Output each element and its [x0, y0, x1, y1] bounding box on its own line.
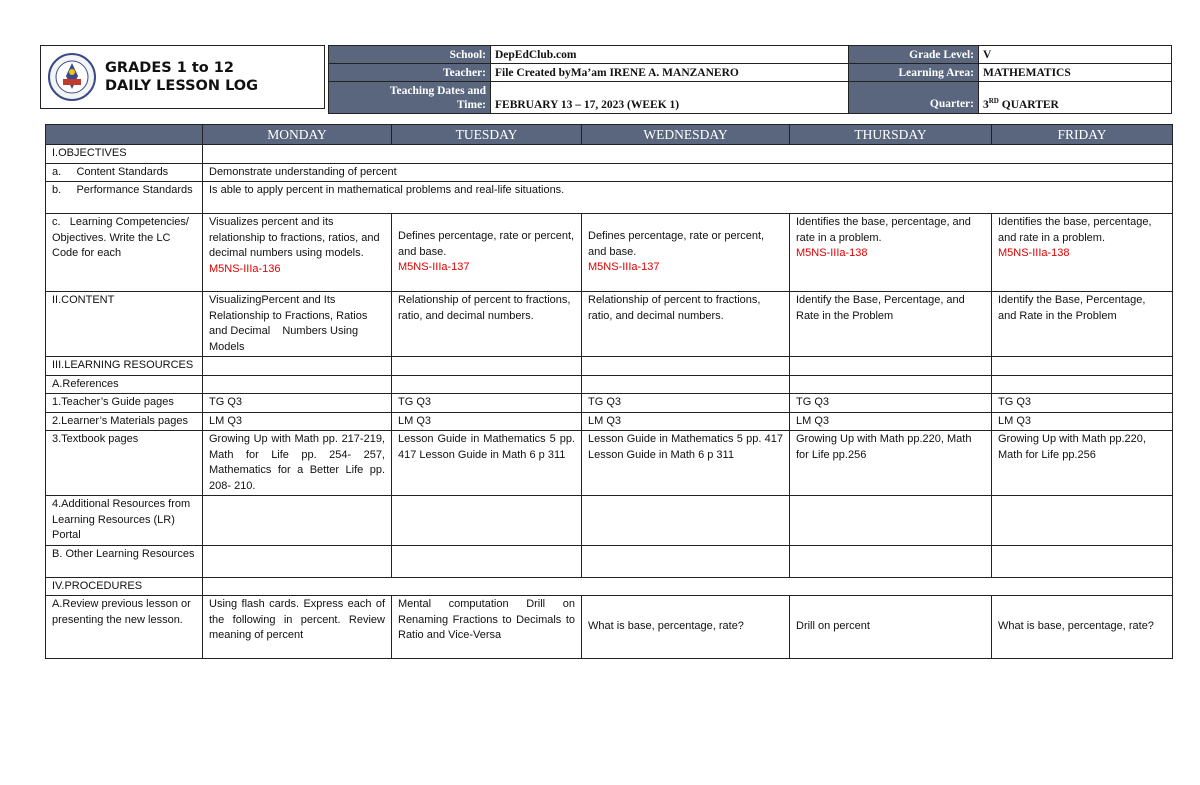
- additional-resources-label: 4.Additional Resources from Learning Resources (LR) Portal: [46, 496, 203, 546]
- day-wednesday: WEDNESDAY: [582, 125, 790, 145]
- references-row: [46, 375, 1173, 394]
- content-standards-row: [46, 163, 1173, 182]
- lc-thursday: [790, 214, 992, 292]
- content-label: II.CONTENT: [46, 292, 203, 357]
- procedures-label: IV.PROCEDURES: [46, 577, 203, 596]
- textbook-label: 3.Textbook pages: [46, 431, 203, 496]
- performance-standards-label: b. Performance Standards: [46, 182, 203, 214]
- teachers-guide-row: [46, 394, 1173, 413]
- content-monday: VisualizingPercent and Its Relationship to Fractions, Ratios and Decimal Numbers Using Models: [203, 292, 392, 357]
- lc-code: M5NS-IIIa-137: [398, 261, 470, 274]
- objectives-label: I.OBJECTIVES: [46, 145, 203, 164]
- cell: [392, 496, 582, 546]
- objectives-row: [46, 145, 1173, 164]
- tg-tuesday: TG Q3: [392, 394, 582, 413]
- tb-tuesday: Lesson Guide in Mathematics 5 pp. 417 Lesson Guide in Math 6 p 311: [392, 431, 582, 496]
- cell: [992, 545, 1173, 577]
- performance-standards-row: [46, 182, 1173, 214]
- lc-text: Identifies the base, percentage, and rate in a problem.: [998, 216, 1152, 244]
- tg-monday: TG Q3: [203, 394, 392, 413]
- tg-wednesday: TG Q3: [582, 394, 790, 413]
- lm-tuesday: LM Q3: [392, 412, 582, 431]
- review-thursday: Drill on percent: [790, 596, 992, 659]
- tb-friday: Growing Up with Math pp.220, Math for Life pp.256: [992, 431, 1173, 496]
- dates-value: FEBRUARY 13 – 17, 2023 (WEEK 1): [491, 82, 849, 114]
- lc-code: M5NS-IIIa-138: [998, 247, 1070, 259]
- lm-friday: LM Q3: [992, 412, 1173, 431]
- review-label: A.Review previous lesson or presenting the new lesson.: [46, 596, 203, 659]
- day-monday: MONDAY: [203, 125, 392, 145]
- dates-label: [329, 82, 491, 114]
- cell: [790, 496, 992, 546]
- lc-monday: [203, 214, 392, 292]
- title-box: [40, 45, 325, 109]
- cell: [790, 375, 992, 394]
- lm-monday: LM Q3: [203, 412, 392, 431]
- procedures-cell: [203, 577, 1173, 596]
- area-value: MATHEMATICS: [979, 64, 1172, 82]
- content-standards-value: Demonstrate understanding of percent: [203, 163, 1173, 182]
- day-header-row: [46, 125, 1173, 145]
- quarter-label: Quarter:: [849, 82, 979, 114]
- blank-header-cell: [46, 125, 203, 145]
- content-wednesday: Relationship of percent to fractions, ratio, and decimal numbers.: [582, 292, 790, 357]
- cell: [203, 496, 392, 546]
- cell: [790, 357, 992, 376]
- teachers-guide-label: 1.Teacher’s Guide pages: [46, 394, 203, 413]
- review-wednesday: What is base, percentage, rate?: [582, 596, 790, 659]
- review-friday: What is base, percentage, rate?: [992, 596, 1173, 659]
- quarter-text: QUARTER: [998, 99, 1059, 111]
- tg-thursday: TG Q3: [790, 394, 992, 413]
- cell: [992, 375, 1173, 394]
- cell: [582, 375, 790, 394]
- teacher-value: File Created byMa’am IRENE A. MANZANERO: [491, 64, 849, 82]
- cell: [392, 375, 582, 394]
- tb-monday: Growing Up with Math pp. 217-219, Math for Life pp. 254- 257, Mathematics for a Better Life pp. 208- 210.: [203, 431, 392, 496]
- school-label: School:: [329, 46, 491, 64]
- lc-tuesday: [392, 214, 582, 292]
- lc-code: M5NS-IIIa-138: [796, 247, 868, 259]
- lc-text: Defines percentage, rate or percent, and base.: [398, 230, 575, 258]
- quarter-sup: RD: [988, 97, 999, 106]
- review-tuesday: Mental computation Drill on Renaming Fractions to Decimals to Ratio and Vice-Versa: [392, 596, 582, 659]
- day-friday: FRIDAY: [992, 125, 1173, 145]
- cell: [203, 357, 392, 376]
- procedures-row: [46, 577, 1173, 596]
- lc-friday: [992, 214, 1173, 292]
- tb-thursday: Growing Up with Math pp.220, Math for Life pp.256: [790, 431, 992, 496]
- content-standards-label: a. Content Standards: [46, 163, 203, 182]
- cell: [992, 496, 1173, 546]
- references-label: A.References: [46, 375, 203, 394]
- textbook-row: [46, 431, 1173, 496]
- lc-wednesday: [582, 214, 790, 292]
- cell: [392, 357, 582, 376]
- title-line-2: DAILY LESSON LOG: [105, 78, 259, 94]
- deped-seal-icon: [47, 52, 97, 102]
- review-monday: Using flash cards. Express each of the following in percent. Review meaning of percent: [203, 596, 392, 659]
- lc-code: M5NS-IIIa-136: [209, 262, 281, 275]
- learning-resources-label: III.LEARNING RESOURCES: [46, 357, 203, 376]
- lc-text: Defines percentage, rate or percent, and base.: [588, 230, 765, 258]
- content-tuesday: Relationship of percent to fractions, ratio, and decimal numbers.: [392, 292, 582, 357]
- cell: [203, 545, 392, 577]
- other-resources-row: [46, 545, 1173, 577]
- cell: [203, 375, 392, 394]
- day-thursday: THURSDAY: [790, 125, 992, 145]
- tb-wednesday: Lesson Guide in Mathematics 5 pp. 417 Lesson Guide in Math 6 p 311: [582, 431, 790, 496]
- lesson-log-table: [45, 124, 1173, 659]
- lm-thursday: LM Q3: [790, 412, 992, 431]
- other-resources-label: B. Other Learning Resources: [46, 545, 203, 577]
- review-row: [46, 596, 1173, 659]
- document-title: [105, 59, 258, 95]
- title-line-1: GRADES 1 to 12: [105, 60, 234, 76]
- learning-competencies-row: [46, 214, 1173, 292]
- grade-label: Grade Level:: [849, 46, 979, 64]
- dates-label-line2: Time:: [456, 98, 486, 111]
- lc-text: Visualizes percent and its relationship to fractions, ratios, and decimal numbers using models.: [209, 216, 380, 259]
- objectives-cell: [203, 145, 1173, 164]
- content-thursday: Identify the Base, Percentage, and Rate in the Problem: [790, 292, 992, 357]
- learning-competencies-label: c. Learning Competencies/ Objectives. Write the LC Code for each: [46, 214, 203, 292]
- learners-materials-row: [46, 412, 1173, 431]
- dates-label-line1: Teaching Dates and: [389, 84, 486, 97]
- cell: [790, 545, 992, 577]
- lc-code: M5NS-IIIa-137: [588, 261, 660, 274]
- area-label: Learning Area:: [849, 64, 979, 82]
- tg-friday: TG Q3: [992, 394, 1173, 413]
- quarter-num: 3: [983, 99, 989, 111]
- cell: [992, 357, 1173, 376]
- cell: [582, 357, 790, 376]
- school-value: DepEdClub.com: [491, 46, 849, 64]
- teacher-label: Teacher:: [329, 64, 491, 82]
- performance-standards-value: Is able to apply percent in mathematical problems and real-life situations.: [203, 182, 1173, 214]
- learners-materials-label: 2.Learner’s Materials pages: [46, 412, 203, 431]
- cell: [392, 545, 582, 577]
- info-table: [328, 45, 1172, 114]
- cell: [582, 545, 790, 577]
- day-tuesday: TUESDAY: [392, 125, 582, 145]
- lm-wednesday: LM Q3: [582, 412, 790, 431]
- additional-resources-row: [46, 496, 1173, 546]
- quarter-value: [979, 82, 1172, 114]
- header: [40, 45, 1172, 109]
- lc-text: Identifies the base, percentage, and rate in a problem.: [796, 216, 971, 244]
- grade-value: V: [979, 46, 1172, 64]
- content-friday: Identify the Base, Percentage, and Rate in the Problem: [992, 292, 1173, 357]
- cell: [582, 496, 790, 546]
- learning-resources-row: [46, 357, 1173, 376]
- content-row: [46, 292, 1173, 357]
